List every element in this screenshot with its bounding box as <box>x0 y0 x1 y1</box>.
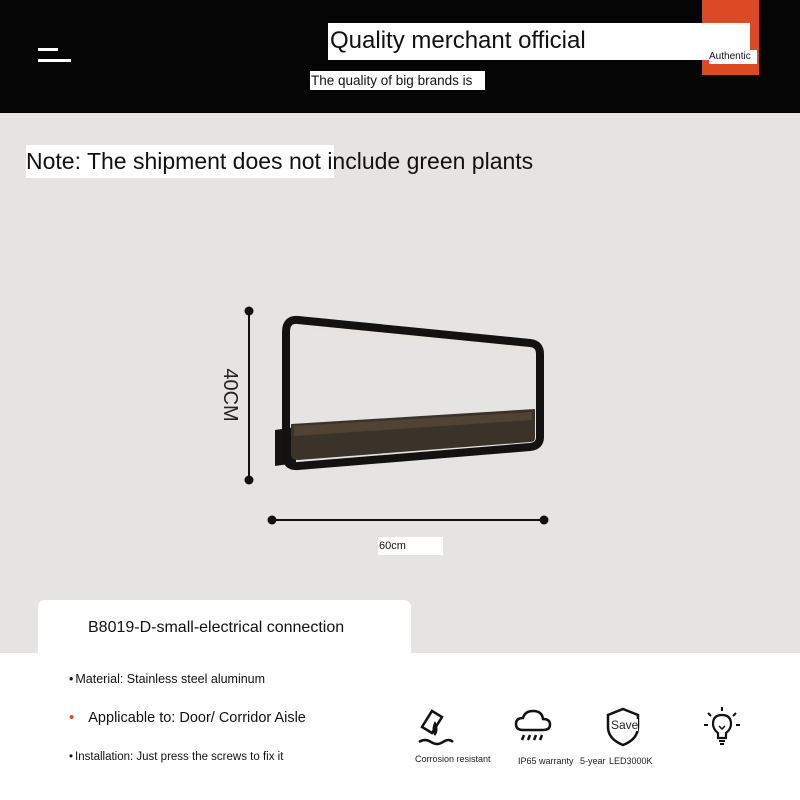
page-title: Quality merchant official <box>328 23 750 60</box>
spec-material <box>69 671 265 687</box>
feature-label-led: LED3000K <box>609 756 653 766</box>
width-left-dot <box>268 516 277 525</box>
spec-bullet: • <box>69 709 75 726</box>
height-top-dot <box>245 307 254 316</box>
feature-label-warranty: 5-year <box>580 756 606 766</box>
product-info-panel <box>0 653 800 800</box>
model-name: B8019-D-small-electrical connection <box>88 619 345 636</box>
wave-line <box>419 740 453 744</box>
light-bulb-icon <box>702 705 742 749</box>
rain-cloud-icon <box>513 709 553 743</box>
beaker-shape <box>422 711 442 733</box>
spec-installation-text: Installation: Just press the screws to fix it <box>75 751 284 763</box>
spec-applicable <box>69 709 306 727</box>
spec-installation <box>69 749 283 765</box>
spec-material-text: Material: Stainless steel aluminum <box>75 672 266 686</box>
bulb-outline <box>713 715 731 738</box>
authentic-badge: Authentic <box>709 50 757 64</box>
model-tab <box>38 600 411 660</box>
rain-drops <box>522 735 542 740</box>
corrosion-resistant-icon <box>415 707 455 749</box>
shipment-note: Note: The shipment does not include green plants <box>26 145 533 178</box>
width-label: 60cm <box>378 537 443 555</box>
feature-label-ip65: IP65 warranty <box>518 756 574 766</box>
spec-bullet: • <box>69 751 74 763</box>
header-subtitle: The quality of big brands is <box>310 71 485 90</box>
bulb-base <box>719 741 725 744</box>
shield-text: Save <box>611 718 639 732</box>
width-right-dot <box>540 516 549 525</box>
wall-lamp-image <box>275 320 540 466</box>
filament <box>719 726 725 729</box>
width-dimension-line <box>268 516 549 525</box>
cloud-outline <box>516 711 550 730</box>
spec-applicable-text: Applicable to: Door/ Corridor Aisle <box>88 710 306 726</box>
height-label: 40CM <box>219 368 241 422</box>
spec-bullet: • <box>69 672 74 686</box>
feature-label-corrosion: Corrosion resistant <box>415 754 491 764</box>
height-bottom-dot <box>245 476 254 485</box>
